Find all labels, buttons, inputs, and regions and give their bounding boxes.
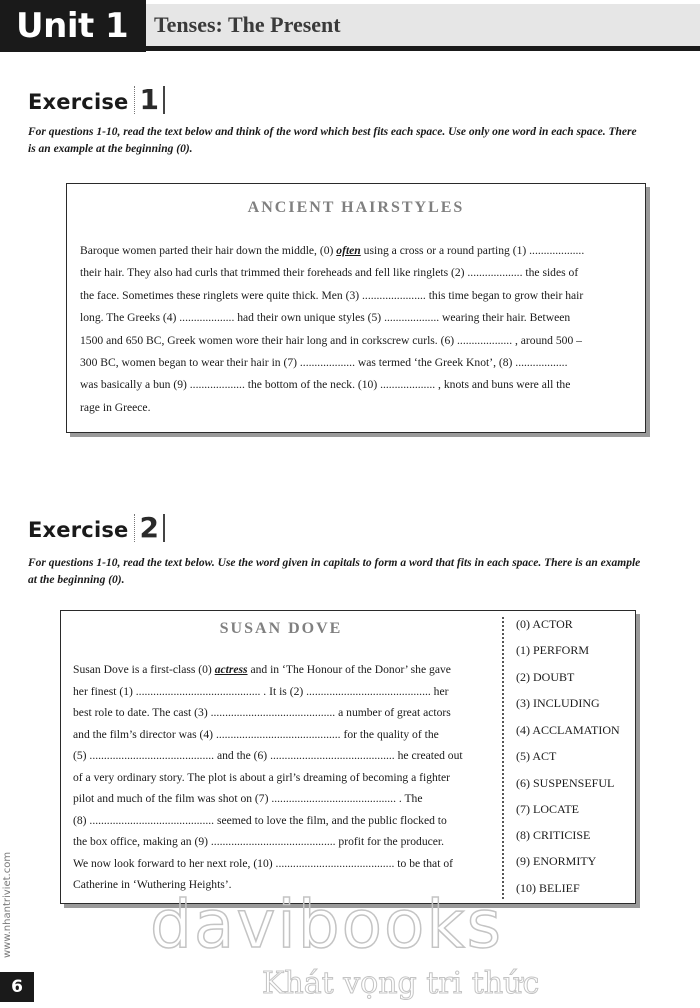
word-item: (6) SUSPENSEFUL: [516, 776, 615, 790]
word-list: [502, 617, 634, 899]
word-item: (0) ACTOR: [516, 617, 573, 631]
exercise-label: Exercise: [28, 90, 129, 114]
passage-line: their hair. They also had curls that trimmed their foreheads and fell like ringlets (2) ................... the sides of: [80, 266, 579, 280]
passage-line: best role to date. The cast (3) ........................................... a number of great actors: [73, 706, 451, 719]
passage-title: ANCIENT HAIRSTYLES: [247, 199, 465, 216]
exercise-1-instructions: [28, 124, 668, 158]
exercise-number: 1: [134, 86, 164, 114]
watermark-main: davibooks: [150, 886, 503, 963]
page-number: 6: [0, 972, 34, 1002]
passage-line: the box office, making an (9) ........................................... profit for the producer.: [73, 835, 445, 848]
unit-title-bar: [146, 4, 700, 46]
word-item: (9) ENORMITY: [516, 854, 597, 868]
exercise-1-heading: [28, 83, 165, 120]
publisher-url: www.nhantriviet.com: [2, 851, 13, 958]
passage-line: 300 BC, women began to wear their hair in (7) ................... was termed ‘the Greek Knot’, (8) ..................: [80, 356, 568, 370]
text-segment: Susan Dove is a first-class (0): [73, 663, 215, 676]
example-answer: actress: [214, 663, 248, 676]
word-item: (7) LOCATE: [516, 802, 579, 816]
word-item: (3) INCLUDING: [516, 696, 600, 710]
word-item: (4) ACCLAMATION: [516, 723, 620, 737]
passage-line: (5) ........................................... and the (6) ........................................... he created out: [73, 749, 463, 762]
passage-line: [80, 240, 584, 262]
passage-line: We now look forward to her next role, (10) ......................................... to be that of: [73, 856, 453, 870]
unit-header: [0, 0, 700, 52]
passage-line: was basically a bun (9) ................... the bottom of the neck. (10) ................... , knots and buns were all the: [80, 378, 571, 392]
header-rule: [146, 46, 700, 51]
word-item: (10) BELIEF: [516, 881, 580, 895]
passage-line: pilot and much of the film was shot on (7) ........................................... . The: [73, 792, 423, 805]
unit-title: Tenses: The Present: [154, 12, 341, 37]
passage-line: 1500 and 650 BC, Greek women wore their hair long and in corkscrew curls. (6) ................... , around 500 –: [80, 333, 582, 347]
text-segment: using a cross or a round parting (1) ...................: [360, 244, 585, 257]
exercise-2-box: [60, 610, 636, 904]
passage-line: Catherine in ‘Wuthering Heights’.: [73, 878, 232, 891]
passage-line: (8) ........................................... seemed to love the film, and the public flocked to: [73, 813, 447, 827]
passage-line: her finest (1) ........................................... . It is (2) ........................................... her: [73, 684, 449, 698]
unit-label: Unit 1: [0, 0, 146, 52]
text-segment: Baroque women parted their hair down the middle, (0): [80, 244, 337, 257]
word-item: (1) PERFORM: [516, 643, 590, 657]
passage-line: rage in Greece.: [80, 400, 151, 414]
exercise-2-heading: [28, 511, 165, 548]
passage-line: long. The Greeks (4) ................... had their own unique styles (5) ................... wearing their hair. Between: [80, 311, 571, 325]
exercise-label: Exercise: [28, 518, 129, 542]
word-item: (8) CRITICISE: [516, 828, 591, 842]
instruction-line: is an example at the beginning (0).: [28, 143, 193, 155]
instruction-line: For questions 1-10, read the text below and think of the word which best fits each space. Use only one word in each space. There: [28, 126, 637, 138]
exercise-1-passage: [80, 240, 584, 419]
example-answer: often: [336, 244, 361, 257]
word-item: (5) ACT: [516, 749, 557, 763]
word-item: (2) DOUBT: [516, 670, 575, 684]
text-segment: and in ‘The Honour of the Donor’ she gave: [247, 663, 451, 676]
exercise-number: 2: [134, 514, 164, 542]
passage-title: SUSAN DOVE: [219, 620, 343, 637]
exercise-1-box: [66, 183, 646, 433]
passage-line: [73, 659, 463, 681]
passage-line: of a very ordinary story. The plot is about a girl’s dreaming of becoming a fighter: [73, 770, 451, 784]
watermark-sub: Khát vọng tri thức: [262, 966, 540, 1001]
instruction-line: For questions 1-10, read the text below. Use the word given in capitals to form a word that fits in each space. There is an example: [28, 557, 641, 569]
exercise-2-passage: [73, 659, 463, 896]
instruction-line: at the beginning (0).: [28, 574, 125, 586]
exercise-2-instructions: [28, 555, 668, 589]
passage-line: and the film’s director was (4) ........................................... for the quality of the: [73, 727, 439, 741]
passage-line: the face. Sometimes these ringlets were quite thick. Men (3) ...................... this time began to grow their hair: [80, 288, 584, 302]
